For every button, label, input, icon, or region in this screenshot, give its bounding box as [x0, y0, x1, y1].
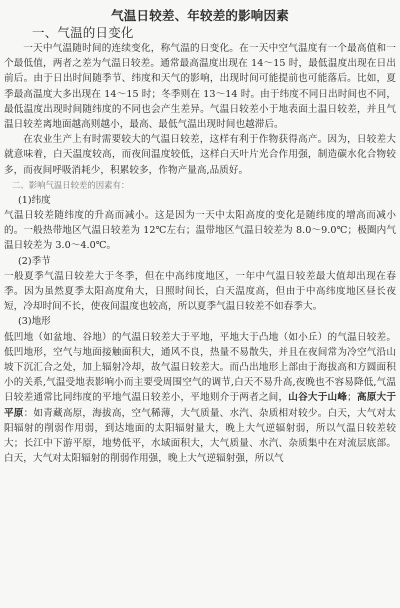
factor-latitude-text: 气温日较差随纬度的升高而减小。这是因为一天中太阳高度的变化是随纬度的增高而减小的。一般热带地区气温日较差为 12℃左右；温带地区气温日较差为 8.0～9.0℃；极圈内气温日较差为 3.0～4.0℃。	[4, 210, 396, 252]
factor-season-heading: (2)季节	[18, 255, 51, 267]
factors-intro: 二、影响气温日较差的因素有：	[12, 179, 130, 190]
factor-season-text: 一般夏季气温日较差大于冬季，但在中高纬度地区，一年中气温日较差最大值却出现在春季。因为虽然夏季太阳高度角大，日照时间长，白天温度高，但由于中高纬度地区昼长夜短，冷却时间不长，使夜间温度也较高，所以夏季气温日较差不如春季大。	[4, 270, 396, 313]
terrain-bold-valley: 山谷大于山峰	[288, 392, 348, 404]
paragraph-daily-variation: 一天中气温随时间的连续变化，称气温的日变化。在一天中空气温度有一个最高值和一个最低值，两者之差为气温日较差。通常最高温度出现在 14～15 时，最低温度出现在日出前后。由于日出时间随季节、纬度和天气的影响，出现时间可能提前也可能落后。比如，夏季最高温度大多出现在 14～15 时；冬季则在 13～14 时。由于纬度不同日出时间也不同，最低温度出现时间随纬度的不同也会产生差异。气温日较差小于地表面土温日较差，并且气温日较差离地面越高则越小，最高、最低气温出现时间也越滞后。	[4, 43, 396, 131]
factor-terrain-heading: (3)地形	[18, 316, 51, 328]
terrain-text-b: ：如青藏高原，海拔高，空气稀薄，大气质量、水汽、杂质相对较少。白天，大气对太阳辐射的削弱作用弱，到达地面的太阳辐射量大，晚上大气逆辐射弱，所以气温日较差较大；长江中下游平原，地势低平，水域面积大，大气质量、水汽、杂质集中在对流层底部。白天，大气对太阳辐射的削弱作用强，晚上大气逆辐射强，所以气	[4, 407, 396, 465]
terrain-text-a: 低凹地（如盆地、谷地）的气温日较差大于平地，平地大于凸地（如小丘）的气温日较差。低凹地形，空气与地面接触面积大，通风不良，热量不易散失，并且在夜间常为冷空气沿山坡下沉汇合之处，加上辐射冷却，故气温日较差大。而凸出地形上部由于海拔高和方圆面积小的关系,气温受地表影响小而主要受周围空气的调节,白天不易升高,夜晚也不容易降低,气温日较差通常比同纬度的平地气温日较差小，平地则介于两者之间，	[4, 331, 396, 404]
terrain-bold-plateau: 高原大于平原	[4, 392, 396, 419]
factor-latitude-heading: (1)纬度	[18, 194, 51, 206]
section-heading-1: 一、气温的日变化	[32, 25, 134, 40]
terrain-separator: ；	[347, 392, 357, 404]
document-title: 气温日较差、年较差的影响因素	[111, 8, 289, 23]
paragraph-agriculture: 在农业生产上有时需要较大的气温日较差，这样有利于作物获得高产。因为，日较差大就意味着，白天温度较高，而夜间温度较低，这样白天叶片光合作用强，制造碳水化合物较多，而夜间呼吸消耗少，积累较多，作物产量高,品质好。	[4, 134, 396, 176]
factor-terrain-text	[4, 330, 396, 467]
